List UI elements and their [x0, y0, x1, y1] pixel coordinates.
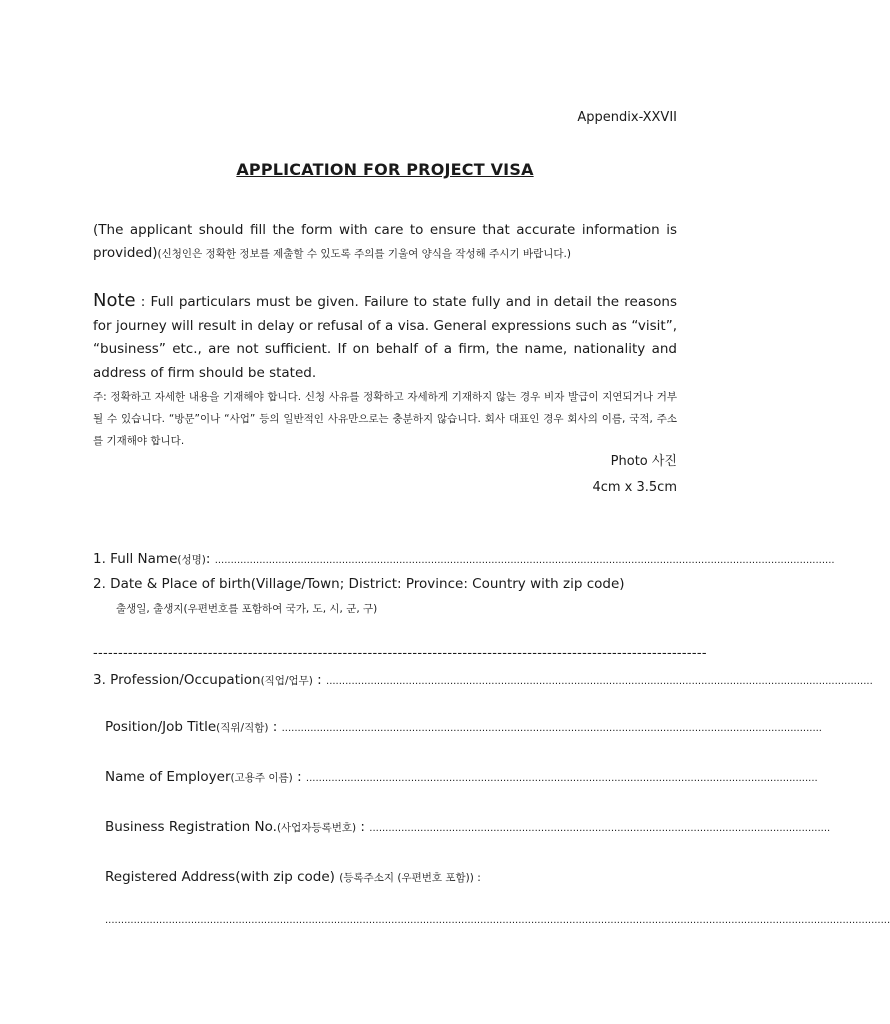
- intro-text-en: (The applicant should fill the form with care to ensure that accurate information is provided): [93, 222, 677, 261]
- employer-label-ko: (고용주 이름): [230, 772, 293, 784]
- employer-dotted-line[interactable]: .................................................................................................................................................................: [305, 773, 818, 784]
- employer-suffix: :: [292, 769, 306, 785]
- note-label: Note: [93, 290, 136, 311]
- employer-label: Name of Employer: [105, 769, 231, 785]
- registered-address-label: Registered Address(with zip code): [105, 869, 340, 885]
- profession-suffix: :: [312, 672, 327, 688]
- note-paragraph: [93, 289, 677, 385]
- birth-label: 2. Date & Place of birth(Village/Town; District: Province: Country with zip code): [93, 576, 625, 592]
- birth-dashed-line[interactable]: ---------------------------------------------------------------------------------------------------------------------------: [93, 646, 707, 661]
- full-name-dotted-line[interactable]: ...................................................................................................................................................................................................: [214, 555, 835, 566]
- position-label: Position/Job Title: [105, 719, 217, 735]
- position-dotted-line[interactable]: ..........................................................................................................................................................................: [281, 723, 822, 734]
- note-text: : Full particulars must be given. Failure to state fully and in detail the reasons for journey will result in delay or refusal of a visa. General expressions such as “visit”, “business” etc., are not sufficient. If on behalf of a firm, the name, nationality and address of firm should be stated.: [93, 294, 677, 381]
- note-paragraph-ko: 주: 정확하고 자세한 내용을 기재해야 합니다. 신청 사유를 정확하고 자세하게 기재하지 않는 경우 비자 발급이 지연되거나 거부될 수 있습니다. “방문”이나 “사업” 등의 일반적인 사유만으로는 충분하지 않습니다. 회사 대표인 경우 회사의 이름, 국적, 주소를 기재해야 합니다.: [93, 391, 677, 447]
- full-name-label-ko: (성명): [177, 554, 206, 566]
- registered-address-dotted-line[interactable]: .......................................................................................................................................................................................................................................................: [105, 915, 890, 926]
- page-title: APPLICATION FOR PROJECT VISA: [236, 160, 534, 179]
- full-name-suffix: :: [205, 551, 215, 567]
- photo-label: Photo 사진: [610, 454, 677, 469]
- profession-label-ko: (직업/업무): [260, 675, 313, 687]
- position-field[interactable]: [105, 719, 822, 735]
- birth-label-ko: 출생일, 출생지(우편번호를 포함하여 국가, 도, 시, 군, 구): [116, 603, 378, 615]
- appendix-label: Appendix-XXVII: [577, 110, 677, 125]
- business-registration-suffix: :: [356, 819, 370, 835]
- profession-field[interactable]: [93, 672, 873, 688]
- birth-field[interactable]: [93, 576, 673, 592]
- full-name-label: 1. Full Name: [93, 551, 178, 567]
- registered-address-suffix: :: [473, 872, 481, 884]
- business-registration-label-ko: (사업자등록번호): [276, 822, 357, 834]
- registered-address-label-ko: (등록주소지 (우편번호 포함)): [339, 872, 474, 884]
- business-registration-field[interactable]: [105, 819, 831, 835]
- position-label-ko: (직위/직함): [216, 722, 269, 734]
- business-registration-dotted-line[interactable]: .................................................................................................................................................: [369, 823, 831, 834]
- employer-field[interactable]: [105, 769, 818, 785]
- photo-box-label: [592, 449, 677, 501]
- full-name-field[interactable]: [93, 551, 835, 567]
- profession-label: 3. Profession/Occupation: [93, 672, 261, 688]
- position-suffix: :: [268, 719, 282, 735]
- profession-dotted-line[interactable]: ............................................................................................................................................................................: [326, 676, 873, 687]
- intro-paragraph: [93, 219, 677, 266]
- photo-size: 4cm x 3.5cm: [592, 480, 677, 495]
- registered-address-field[interactable]: [105, 869, 661, 885]
- intro-text-ko: (신청인은 정확한 정보를 제출할 수 있도록 주의를 기울여 양식을 작성해 주시기 바랍니다.): [157, 248, 571, 260]
- business-registration-label: Business Registration No.: [105, 819, 277, 835]
